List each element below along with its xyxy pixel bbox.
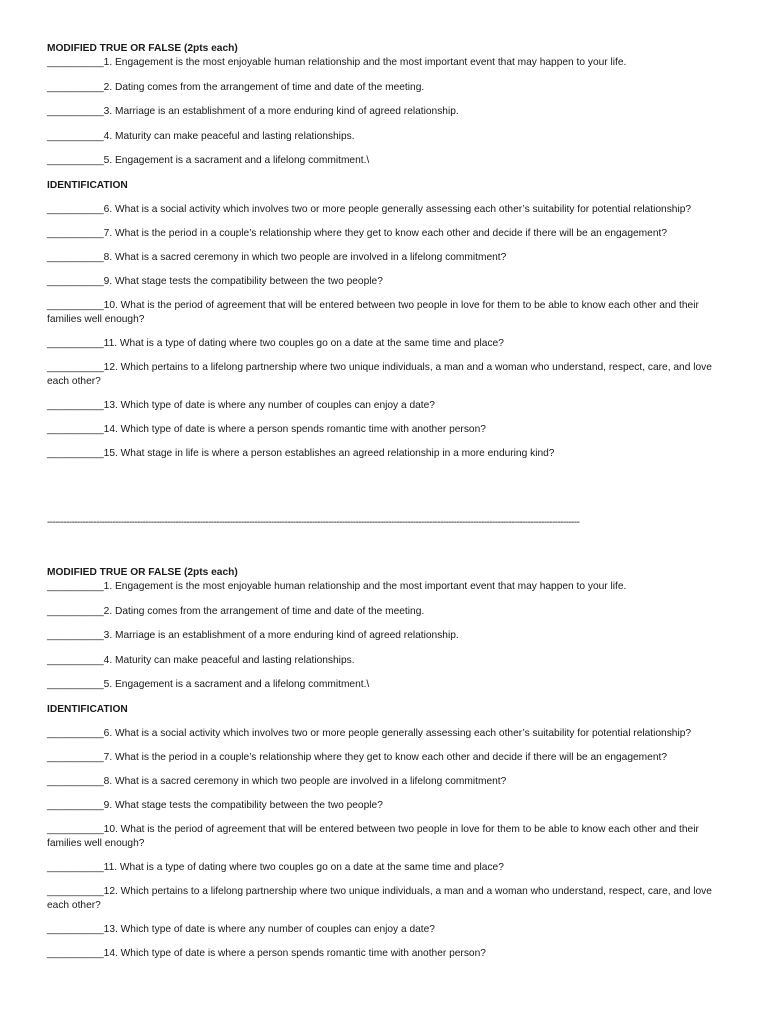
list-item <box>47 799 723 813</box>
list-item <box>47 751 723 765</box>
question-text: 9. What stage tests the compatibility between the two people? <box>103 275 383 287</box>
question-text: 13. Which type of date is where any number of couples can enjoy a date? <box>103 399 435 411</box>
list-item <box>47 654 723 668</box>
answer-blank: __________ <box>47 251 104 263</box>
question-text: 10. What is the period of agreement that will be entered between two people in love for them to be able to know each other and their families well enough? <box>47 299 699 325</box>
list-item <box>47 299 723 327</box>
question-text: 1. Engagement is the most enjoyable human relationship and the most important event that may happen to your life. <box>103 581 627 592</box>
list-item <box>47 947 723 961</box>
list-item <box>47 447 723 461</box>
answer-blank: __________ <box>47 605 104 617</box>
list-item <box>47 361 723 389</box>
answer-blank: __________ <box>47 581 104 592</box>
answer-blank: __________ <box>47 923 104 935</box>
identification-heading: IDENTIFICATION <box>47 179 128 191</box>
answer-blank: __________ <box>47 399 104 411</box>
list-item <box>47 154 723 168</box>
question-text: 13. Which type of date is where any number of couples can enjoy a date? <box>103 923 435 935</box>
list-item <box>47 251 723 265</box>
list-item <box>47 727 723 741</box>
list-item <box>47 823 723 851</box>
list-item <box>47 629 723 643</box>
answer-blank: __________ <box>47 81 104 93</box>
question-text: 6. What is a social activity which involves two or more people generally assessing each other’s suitability for potential relationship? <box>103 203 692 215</box>
list-item <box>47 337 723 351</box>
true-false-heading: MODIFIED TRUE OR FALSE (2pts each) <box>47 567 238 578</box>
answer-blank: __________ <box>47 337 104 349</box>
list-item <box>47 399 723 413</box>
question-text: 11. What is a type of dating where two couples go on a date at the same time and place? <box>103 337 504 349</box>
list-item <box>47 105 723 119</box>
question-text: 1. Engagement is the most enjoyable human relationship and the most important event that may happen to your life. <box>103 57 627 68</box>
identification-heading: IDENTIFICATION <box>47 703 128 715</box>
answer-blank: __________ <box>47 106 104 117</box>
question-text: 6. What is a social activity which involves two or more people generally assessing each other’s suitability for potential relationship? <box>103 727 692 739</box>
question-text: 8. What is a sacred ceremony in which two people are involved in a lifelong commitment? <box>103 251 507 263</box>
list-item <box>47 203 723 217</box>
question-text: 15. What stage in life is where a person establishes an agreed relationship in a more enduring kind? <box>103 447 555 459</box>
question-text: 2. Dating comes from the arrangement of time and date of the meeting. <box>103 605 425 617</box>
answer-blank: __________ <box>47 203 104 215</box>
answer-blank: __________ <box>47 799 104 811</box>
answer-blank: __________ <box>47 654 104 666</box>
answer-blank: __________ <box>47 823 104 835</box>
answer-blank: __________ <box>47 775 104 787</box>
answer-blank: __________ <box>47 57 104 68</box>
question-text: 4. Maturity can make peaceful and lasting relationships. <box>103 654 355 666</box>
answer-blank: __________ <box>47 727 104 739</box>
answer-blank: __________ <box>47 885 104 897</box>
answer-blank: __________ <box>47 630 104 641</box>
true-false-heading: MODIFIED TRUE OR FALSE (2pts each) <box>47 43 238 54</box>
list-item <box>47 605 723 619</box>
cut-line-divider: --------------------------------------------------------------------------------------------------------------------------------------------------------------------------------------------------- <box>47 517 580 528</box>
question-text: 8. What is a sacred ceremony in which two people are involved in a lifelong commitment? <box>103 775 507 787</box>
answer-blank: __________ <box>47 679 104 690</box>
question-text: 5. Engagement is a sacrament and a lifelong commitment.\ <box>103 155 370 166</box>
question-text: 4. Maturity can make peaceful and lasting relationships. <box>103 130 355 142</box>
worksheet-copy-2 <box>47 566 723 971</box>
list-item <box>47 81 723 95</box>
list-item <box>47 423 723 437</box>
answer-blank: __________ <box>47 447 104 459</box>
list-item <box>47 227 723 241</box>
list-item <box>47 275 723 289</box>
answer-blank: __________ <box>47 227 104 239</box>
list-item <box>47 885 723 913</box>
true-false-list <box>47 580 723 692</box>
answer-blank: __________ <box>47 423 104 435</box>
question-text: 12. Which pertains to a lifelong partnership where two unique individuals, a man and a woman who understand, respect, care, and love each other? <box>47 361 712 387</box>
identification-list <box>47 203 723 461</box>
answer-blank: __________ <box>47 275 104 287</box>
question-text: 2. Dating comes from the arrangement of time and date of the meeting. <box>103 81 425 93</box>
question-text: 10. What is the period of agreement that will be entered between two people in love for them to be able to know each other and their families well enough? <box>47 823 699 849</box>
answer-blank: __________ <box>47 299 104 311</box>
question-text: 7. What is the period in a couple’s relationship where they get to know each other and decide if there will be an engagement? <box>103 751 667 763</box>
answer-blank: __________ <box>47 751 104 763</box>
question-text: 14. Which type of date is where a person spends romantic time with another person? <box>103 947 486 959</box>
identification-list <box>47 727 723 961</box>
list-item <box>47 861 723 875</box>
answer-blank: __________ <box>47 155 104 166</box>
question-text: 7. What is the period in a couple’s relationship where they get to know each other and decide if there will be an engagement? <box>103 227 667 239</box>
list-item <box>47 678 723 692</box>
worksheet-copy-1 <box>47 42 723 471</box>
true-false-list <box>47 56 723 168</box>
answer-blank: __________ <box>47 947 104 959</box>
question-text: 14. Which type of date is where a person spends romantic time with another person? <box>103 423 486 435</box>
question-text: 11. What is a type of dating where two couples go on a date at the same time and place? <box>103 861 504 873</box>
list-item <box>47 580 723 594</box>
list-item <box>47 56 723 70</box>
question-text: 9. What stage tests the compatibility between the two people? <box>103 799 383 811</box>
answer-blank: __________ <box>47 361 104 373</box>
question-text: 12. Which pertains to a lifelong partnership where two unique individuals, a man and a woman who understand, respect, care, and love each other? <box>47 885 712 911</box>
list-item <box>47 775 723 789</box>
answer-blank: __________ <box>47 130 104 142</box>
question-text: 3. Marriage is an establishment of a more enduring kind of agreed relationship. <box>103 630 459 641</box>
question-text: 5. Engagement is a sacrament and a lifelong commitment.\ <box>103 679 370 690</box>
question-text: 3. Marriage is an establishment of a more enduring kind of agreed relationship. <box>103 106 459 117</box>
answer-blank: __________ <box>47 861 104 873</box>
list-item <box>47 130 723 144</box>
list-item <box>47 923 723 937</box>
